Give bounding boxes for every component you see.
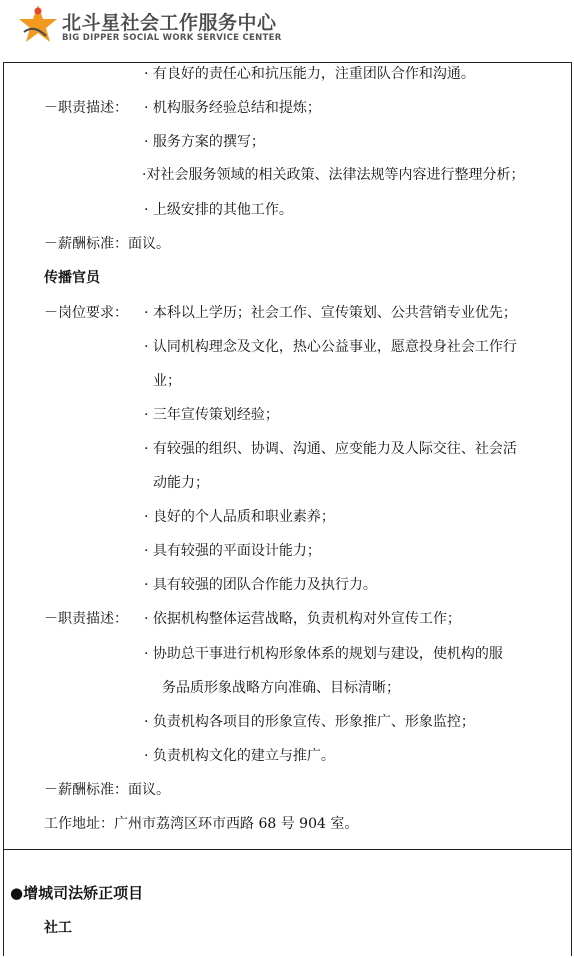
page-header (0, 0, 574, 62)
duty-item: · 服务方案的撰写； (144, 134, 265, 150)
duties-label: －职责描述： (44, 611, 128, 627)
position-title: 传播官员 (44, 270, 100, 286)
requirement-item: · 本科以上学历；社会工作、宣传策划、公共营销专业优先； (144, 305, 517, 321)
requirement-item: · 有良好的责任心和抗压能力，注重团队合作和沟通。 (144, 66, 475, 82)
requirement-item-continuation: 业； (153, 373, 181, 389)
duty-item: · 负责机构文化的建立与推广。 (144, 748, 335, 764)
requirement-item-continuation: 动能力； (153, 475, 209, 491)
org-name-en: BIG DIPPER SOCIAL WORK SERVICE CENTER (62, 33, 282, 43)
position-title: 社工 (44, 920, 72, 936)
project-title: ●增城司法矫正项目 (10, 884, 144, 902)
next-section-box (3, 849, 572, 956)
duty-item: · 协助总干事进行机构形象体系的规划与建设，使机构的服 (144, 646, 503, 662)
requirement-item: · 三年宣传策划经验； (144, 407, 279, 423)
duty-item: · 上级安排的其他工作。 (144, 202, 293, 218)
salary-line: －薪酬标准：面议。 (44, 236, 170, 252)
work-address: 工作地址：广州市荔湾区环市西路 68 号 904 室。 (44, 816, 359, 832)
salary-line: －薪酬标准：面议。 (44, 782, 170, 798)
star-logo-icon (16, 2, 60, 46)
requirement-item: · 具有较强的平面设计能力； (144, 543, 321, 559)
duty-item: ·对社会服务领域的相关政策、法律法规等内容进行整理分析； (142, 167, 525, 183)
requirement-item: · 认同机构理念及文化，热心公益事业，愿意投身社会工作行 (144, 339, 517, 355)
duties-label: －职责描述： (44, 100, 128, 116)
duty-item: · 依据机构整体运营战略，负责机构对外宣传工作； (144, 611, 461, 627)
requirement-item: · 良好的个人品质和职业素养； (144, 509, 335, 525)
requirement-item: · 有较强的组织、协调、沟通、应变能力及人际交往、社会活 (144, 441, 517, 457)
duty-item: · 机构服务经验总结和提炼； (144, 100, 321, 116)
duty-item: · 负责机构各项目的形象宣传、形象推广、形象监控； (144, 714, 475, 730)
duty-item-continuation: 务品质形象战略方向准确、目标清晰； (162, 680, 400, 696)
requirements-label: －岗位要求： (44, 305, 128, 321)
requirement-item: · 具有较强的团队合作能力及执行力。 (144, 577, 377, 593)
org-name-cn: 北斗星社会工作服务中心 (62, 12, 277, 34)
